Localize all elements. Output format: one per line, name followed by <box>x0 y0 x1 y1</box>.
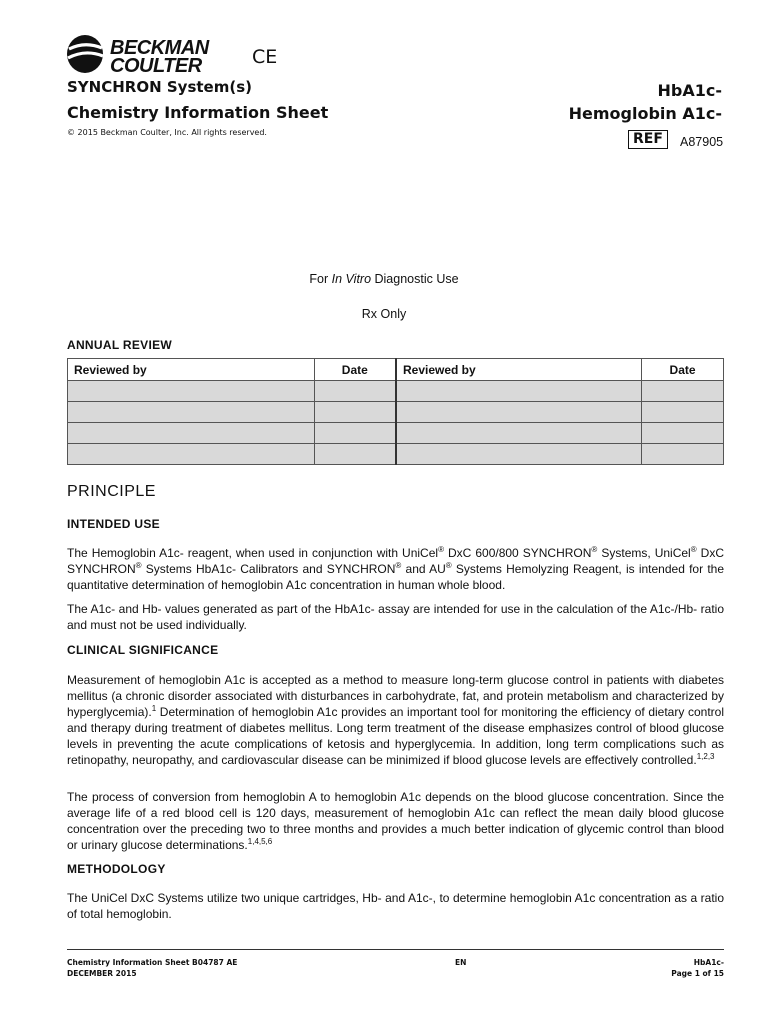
table-row <box>68 444 724 465</box>
review-cell[interactable] <box>314 381 396 402</box>
review-cell[interactable] <box>314 444 396 465</box>
logo-text-coulter: COULTER <box>110 55 202 77</box>
logo-text-beckman: BECKMAN <box>110 37 209 59</box>
ref-number: A87905 <box>680 135 724 149</box>
principle-heading: PRINCIPLE <box>67 483 156 500</box>
review-cell[interactable] <box>68 381 315 402</box>
annual-review-table <box>67 358 724 465</box>
footer-date: DECEMBER 2015 <box>67 969 137 978</box>
rx-only-statement: Rx Only <box>361 307 407 321</box>
footer-divider <box>67 949 724 950</box>
ref-label: REF <box>628 130 668 149</box>
col-reviewed-by: Reviewed by <box>68 359 315 381</box>
intended-use-paragraph-2: The A1c- and Hb- values generated as part of the HbA1c- assay are intended for use in the calculation of the A1c-/Hb- ratio and must not be used individually. <box>67 602 724 632</box>
review-cell[interactable] <box>314 402 396 423</box>
review-cell[interactable] <box>68 402 315 423</box>
review-cell[interactable] <box>396 402 642 423</box>
review-cell[interactable] <box>396 381 642 402</box>
footer-product-code: HbA1c- <box>693 958 724 967</box>
table-row <box>68 402 724 423</box>
methodology-paragraph: The UniCel DxC Systems utilize two unique cartridges, Hb- and A1c-, to determine hemoglobin A1c concentration as a ratio of total hemoglobin. <box>67 891 724 921</box>
review-cell[interactable] <box>396 444 642 465</box>
copyright-notice: © 2015 Beckman Coulter, Inc. All rights reserved. <box>67 128 267 137</box>
clinical-significance-paragraph-2: The process of conversion from hemoglobin A to hemoglobin A1c depends on the blood glucose concentration. Since the average life of a red blood cell is 120 days, measurement of hemoglobin A1c can reflect the mean daily blood glucose concentration over the preceding two to three months and provides a much better indication of glycemic control than blood or urinary glucose determinations.$^{1,4,5,6}$ <box>67 790 724 852</box>
system-name: SYNCHRON System(s) <box>67 78 252 96</box>
table-header-row <box>68 359 724 381</box>
review-cell[interactable] <box>642 381 724 402</box>
review-cell[interactable] <box>68 444 315 465</box>
intended-use-heading: INTENDED USE <box>67 517 160 531</box>
ce-mark: CE <box>252 46 278 68</box>
review-cell[interactable] <box>642 402 724 423</box>
review-cell[interactable] <box>68 423 315 444</box>
clinical-significance-heading: CLINICAL SIGNIFICANCE <box>67 643 219 657</box>
methodology-heading: METHODOLOGY <box>67 862 166 876</box>
product-name: Hemoglobin A1c- <box>568 104 722 123</box>
footer-page-number: Page 1 of 15 <box>671 969 724 978</box>
in-vitro-diagnostic-statement: For In Vitro Diagnostic Use <box>309 272 459 286</box>
review-cell[interactable] <box>642 444 724 465</box>
footer-doc-ref: Chemistry Information Sheet B04787 AE <box>67 958 238 967</box>
document-title: Chemistry Information Sheet <box>67 103 329 122</box>
table-row <box>68 381 724 402</box>
review-cell[interactable] <box>642 423 724 444</box>
col-date: Date <box>314 359 396 381</box>
intended-use-paragraph-1: The Hemoglobin A1c- reagent, when used in conjunction with UniCel® DxC 600/800 SYNCHRON® Systems, UniCel® DxC SYNCHRON® Systems HbA1c- Calibrators and SYNCHRON® and AU® Systems Hemolyzing Reagent, is intended for the quantitative determination of hemoglobin A1c concentration in human whole blood. <box>67 545 724 592</box>
beckman-coulter-logo <box>66 32 246 78</box>
clinical-significance-paragraph-1: Measurement of hemoglobin A1c is accepted as a method to measure long-term glucose control in patients with diabetes mellitus (a chronic disorder associated with disturbances in carbohydrate, fat, and protein metabolism and characterized by hyperglycemia).$^1$ Determination of hemoglobin A1c provides an important tool for monitoring the efficiency of dietary control and therapy during treatment of diabetes mellitus. Long term treatment of the disease emphasizes control of blood glucose levels in preventing the acute complications of ketosis and hyperglycemia. In addition, long term complications such as retinopathy, neuropathy, and cardiovascular disease can be minimized if blood glucose levels are effectively controlled.$^{1,2,3}$ <box>67 673 724 767</box>
product-code: HbA1c- <box>657 81 722 100</box>
review-cell[interactable] <box>396 423 642 444</box>
review-cell[interactable] <box>314 423 396 444</box>
coulter-globe-icon <box>66 32 106 76</box>
footer-language: EN <box>455 958 467 967</box>
table-row <box>68 423 724 444</box>
annual-review-heading: ANNUAL REVIEW <box>67 338 173 352</box>
col-date: Date <box>642 359 724 381</box>
col-reviewed-by: Reviewed by <box>396 359 642 381</box>
